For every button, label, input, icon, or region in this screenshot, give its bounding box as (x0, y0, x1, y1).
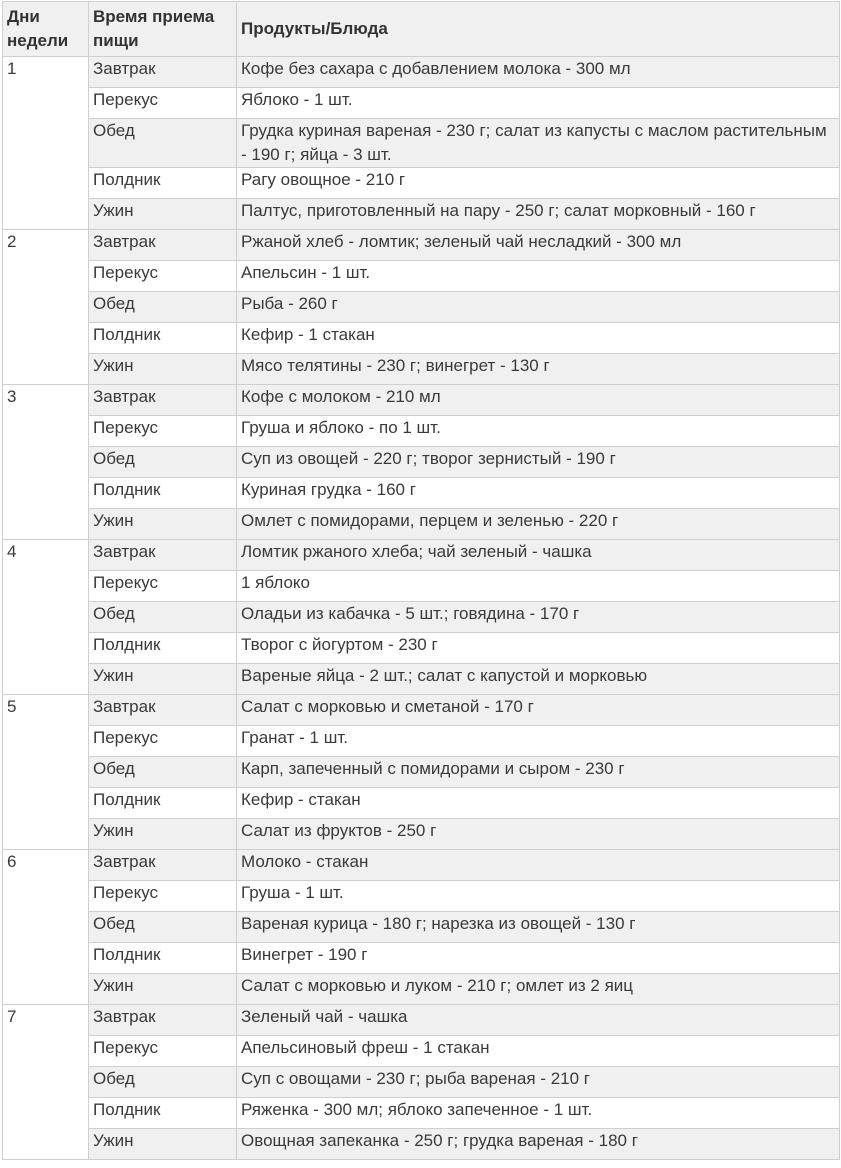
food-description: Куриная грудка - 160 г (237, 478, 840, 509)
food-description: Ломтик ржаного хлеба; чай зеленый - чашка (237, 540, 840, 571)
meal-time: Ужин (89, 664, 237, 695)
header-food: Продукты/Блюда (237, 2, 840, 57)
food-description: Зеленый чай - чашка (237, 1005, 840, 1036)
table-row (3, 1005, 840, 1036)
food-description: Рыба - 260 г (237, 292, 840, 323)
table-row (3, 571, 840, 602)
food-description: Творог с йогуртом - 230 г (237, 633, 840, 664)
meal-time: Завтрак (89, 385, 237, 416)
table-row (3, 819, 840, 850)
table-row (3, 757, 840, 788)
table-row (3, 943, 840, 974)
table-row (3, 1067, 840, 1098)
meal-plan-table (2, 1, 840, 1160)
meal-time: Полдник (89, 1098, 237, 1129)
table-row (3, 850, 840, 881)
food-description: Мясо телятины - 230 г; винегрет - 130 г (237, 354, 840, 385)
meal-time: Ужин (89, 199, 237, 230)
food-description: Оладьи из кабачка - 5 шт.; говядина - 170 г (237, 602, 840, 633)
day-number: 7 (3, 1005, 89, 1160)
table-body (3, 57, 840, 1160)
food-description: Суп из овощей - 220 г; творог зернистый - 190 г (237, 447, 840, 478)
table-row (3, 354, 840, 385)
meal-time: Перекус (89, 88, 237, 119)
food-description: Яблоко - 1 шт. (237, 88, 840, 119)
meal-time: Перекус (89, 881, 237, 912)
table-row (3, 974, 840, 1005)
food-description: Салат с морковью и луком - 210 г; омлет из 2 яиц (237, 974, 840, 1005)
meal-time: Обед (89, 1067, 237, 1098)
meal-time: Ужин (89, 819, 237, 850)
meal-time: Ужин (89, 509, 237, 540)
meal-time: Ужин (89, 354, 237, 385)
food-description: Рагу овощное - 210 г (237, 168, 840, 199)
table-row (3, 119, 840, 168)
header-day: Дни недели (3, 2, 89, 57)
table-row (3, 788, 840, 819)
table-row (3, 509, 840, 540)
meal-time: Обед (89, 119, 237, 168)
table-row (3, 323, 840, 354)
food-description: Апельсиновый фреш - 1 стакан (237, 1036, 840, 1067)
header-row (3, 2, 840, 57)
meal-time: Полдник (89, 168, 237, 199)
day-number: 2 (3, 230, 89, 385)
food-description: Винегрет - 190 г (237, 943, 840, 974)
food-description: Салат с морковью и сметаной - 170 г (237, 695, 840, 726)
food-description: Карп, запеченный с помидорами и сыром - 230 г (237, 757, 840, 788)
day-number: 5 (3, 695, 89, 850)
meal-time: Полдник (89, 323, 237, 354)
table-row (3, 912, 840, 943)
meal-time: Перекус (89, 571, 237, 602)
table-row (3, 540, 840, 571)
food-description: Кефир - стакан (237, 788, 840, 819)
meal-time: Перекус (89, 416, 237, 447)
food-description: Салат из фруктов - 250 г (237, 819, 840, 850)
table-row (3, 199, 840, 230)
food-description: Кофе без сахара с добавлением молока - 300 мл (237, 57, 840, 88)
meal-time: Завтрак (89, 850, 237, 881)
food-description: Грудка куриная вареная - 230 г; салат из капусты с маслом растительным - 190 г; яйца - 3 шт. (237, 119, 840, 168)
table-row (3, 695, 840, 726)
table-row (3, 168, 840, 199)
header-meal-time: Время приема пищи (89, 2, 237, 57)
table-row (3, 1036, 840, 1067)
table-row (3, 633, 840, 664)
table-row (3, 664, 840, 695)
table-row (3, 292, 840, 323)
table-row (3, 478, 840, 509)
table-row (3, 602, 840, 633)
meal-time: Полдник (89, 478, 237, 509)
meal-time: Полдник (89, 633, 237, 664)
day-number: 6 (3, 850, 89, 1005)
meal-time: Завтрак (89, 695, 237, 726)
table-row (3, 416, 840, 447)
meal-time: Завтрак (89, 540, 237, 571)
meal-time: Перекус (89, 726, 237, 757)
meal-time: Обед (89, 292, 237, 323)
day-number: 1 (3, 57, 89, 230)
meal-time: Полдник (89, 788, 237, 819)
meal-time: Обед (89, 757, 237, 788)
meal-time: Ужин (89, 1129, 237, 1160)
food-description: Овощная запеканка - 250 г; грудка вареная - 180 г (237, 1129, 840, 1160)
meal-time: Обед (89, 602, 237, 633)
day-number: 4 (3, 540, 89, 695)
food-description: Апельсин - 1 шт. (237, 261, 840, 292)
meal-time: Ужин (89, 974, 237, 1005)
meal-time: Завтрак (89, 1005, 237, 1036)
meal-time: Перекус (89, 261, 237, 292)
table-row (3, 230, 840, 261)
food-description: 1 яблоко (237, 571, 840, 602)
meal-time: Перекус (89, 1036, 237, 1067)
food-description: Кефир - 1 стакан (237, 323, 840, 354)
table-row (3, 726, 840, 757)
table-row (3, 1098, 840, 1129)
meal-time: Обед (89, 447, 237, 478)
food-description: Ряженка - 300 мл; яблоко запеченное - 1 шт. (237, 1098, 840, 1129)
table-row (3, 261, 840, 292)
meal-time: Завтрак (89, 57, 237, 88)
food-description: Молоко - стакан (237, 850, 840, 881)
table-row (3, 447, 840, 478)
table-row (3, 57, 840, 88)
food-description: Груша и яблоко - по 1 шт. (237, 416, 840, 447)
table-row (3, 881, 840, 912)
food-description: Груша - 1 шт. (237, 881, 840, 912)
table-row (3, 1129, 840, 1160)
table-row (3, 88, 840, 119)
food-description: Палтус, приготовленный на пару - 250 г; салат морковный - 160 г (237, 199, 840, 230)
table-header (3, 2, 840, 57)
day-number: 3 (3, 385, 89, 540)
meal-time: Обед (89, 912, 237, 943)
table-row (3, 385, 840, 416)
meal-time: Завтрак (89, 230, 237, 261)
food-description: Гранат - 1 шт. (237, 726, 840, 757)
food-description: Вареные яйца - 2 шт.; салат с капустой и морковью (237, 664, 840, 695)
food-description: Омлет с помидорами, перцем и зеленью - 220 г (237, 509, 840, 540)
food-description: Кофе с молоком - 210 мл (237, 385, 840, 416)
food-description: Вареная курица - 180 г; нарезка из овощей - 130 г (237, 912, 840, 943)
meal-time: Полдник (89, 943, 237, 974)
food-description: Суп с овощами - 230 г; рыба вареная - 210 г (237, 1067, 840, 1098)
food-description: Ржаной хлеб - ломтик; зеленый чай несладкий - 300 мл (237, 230, 840, 261)
